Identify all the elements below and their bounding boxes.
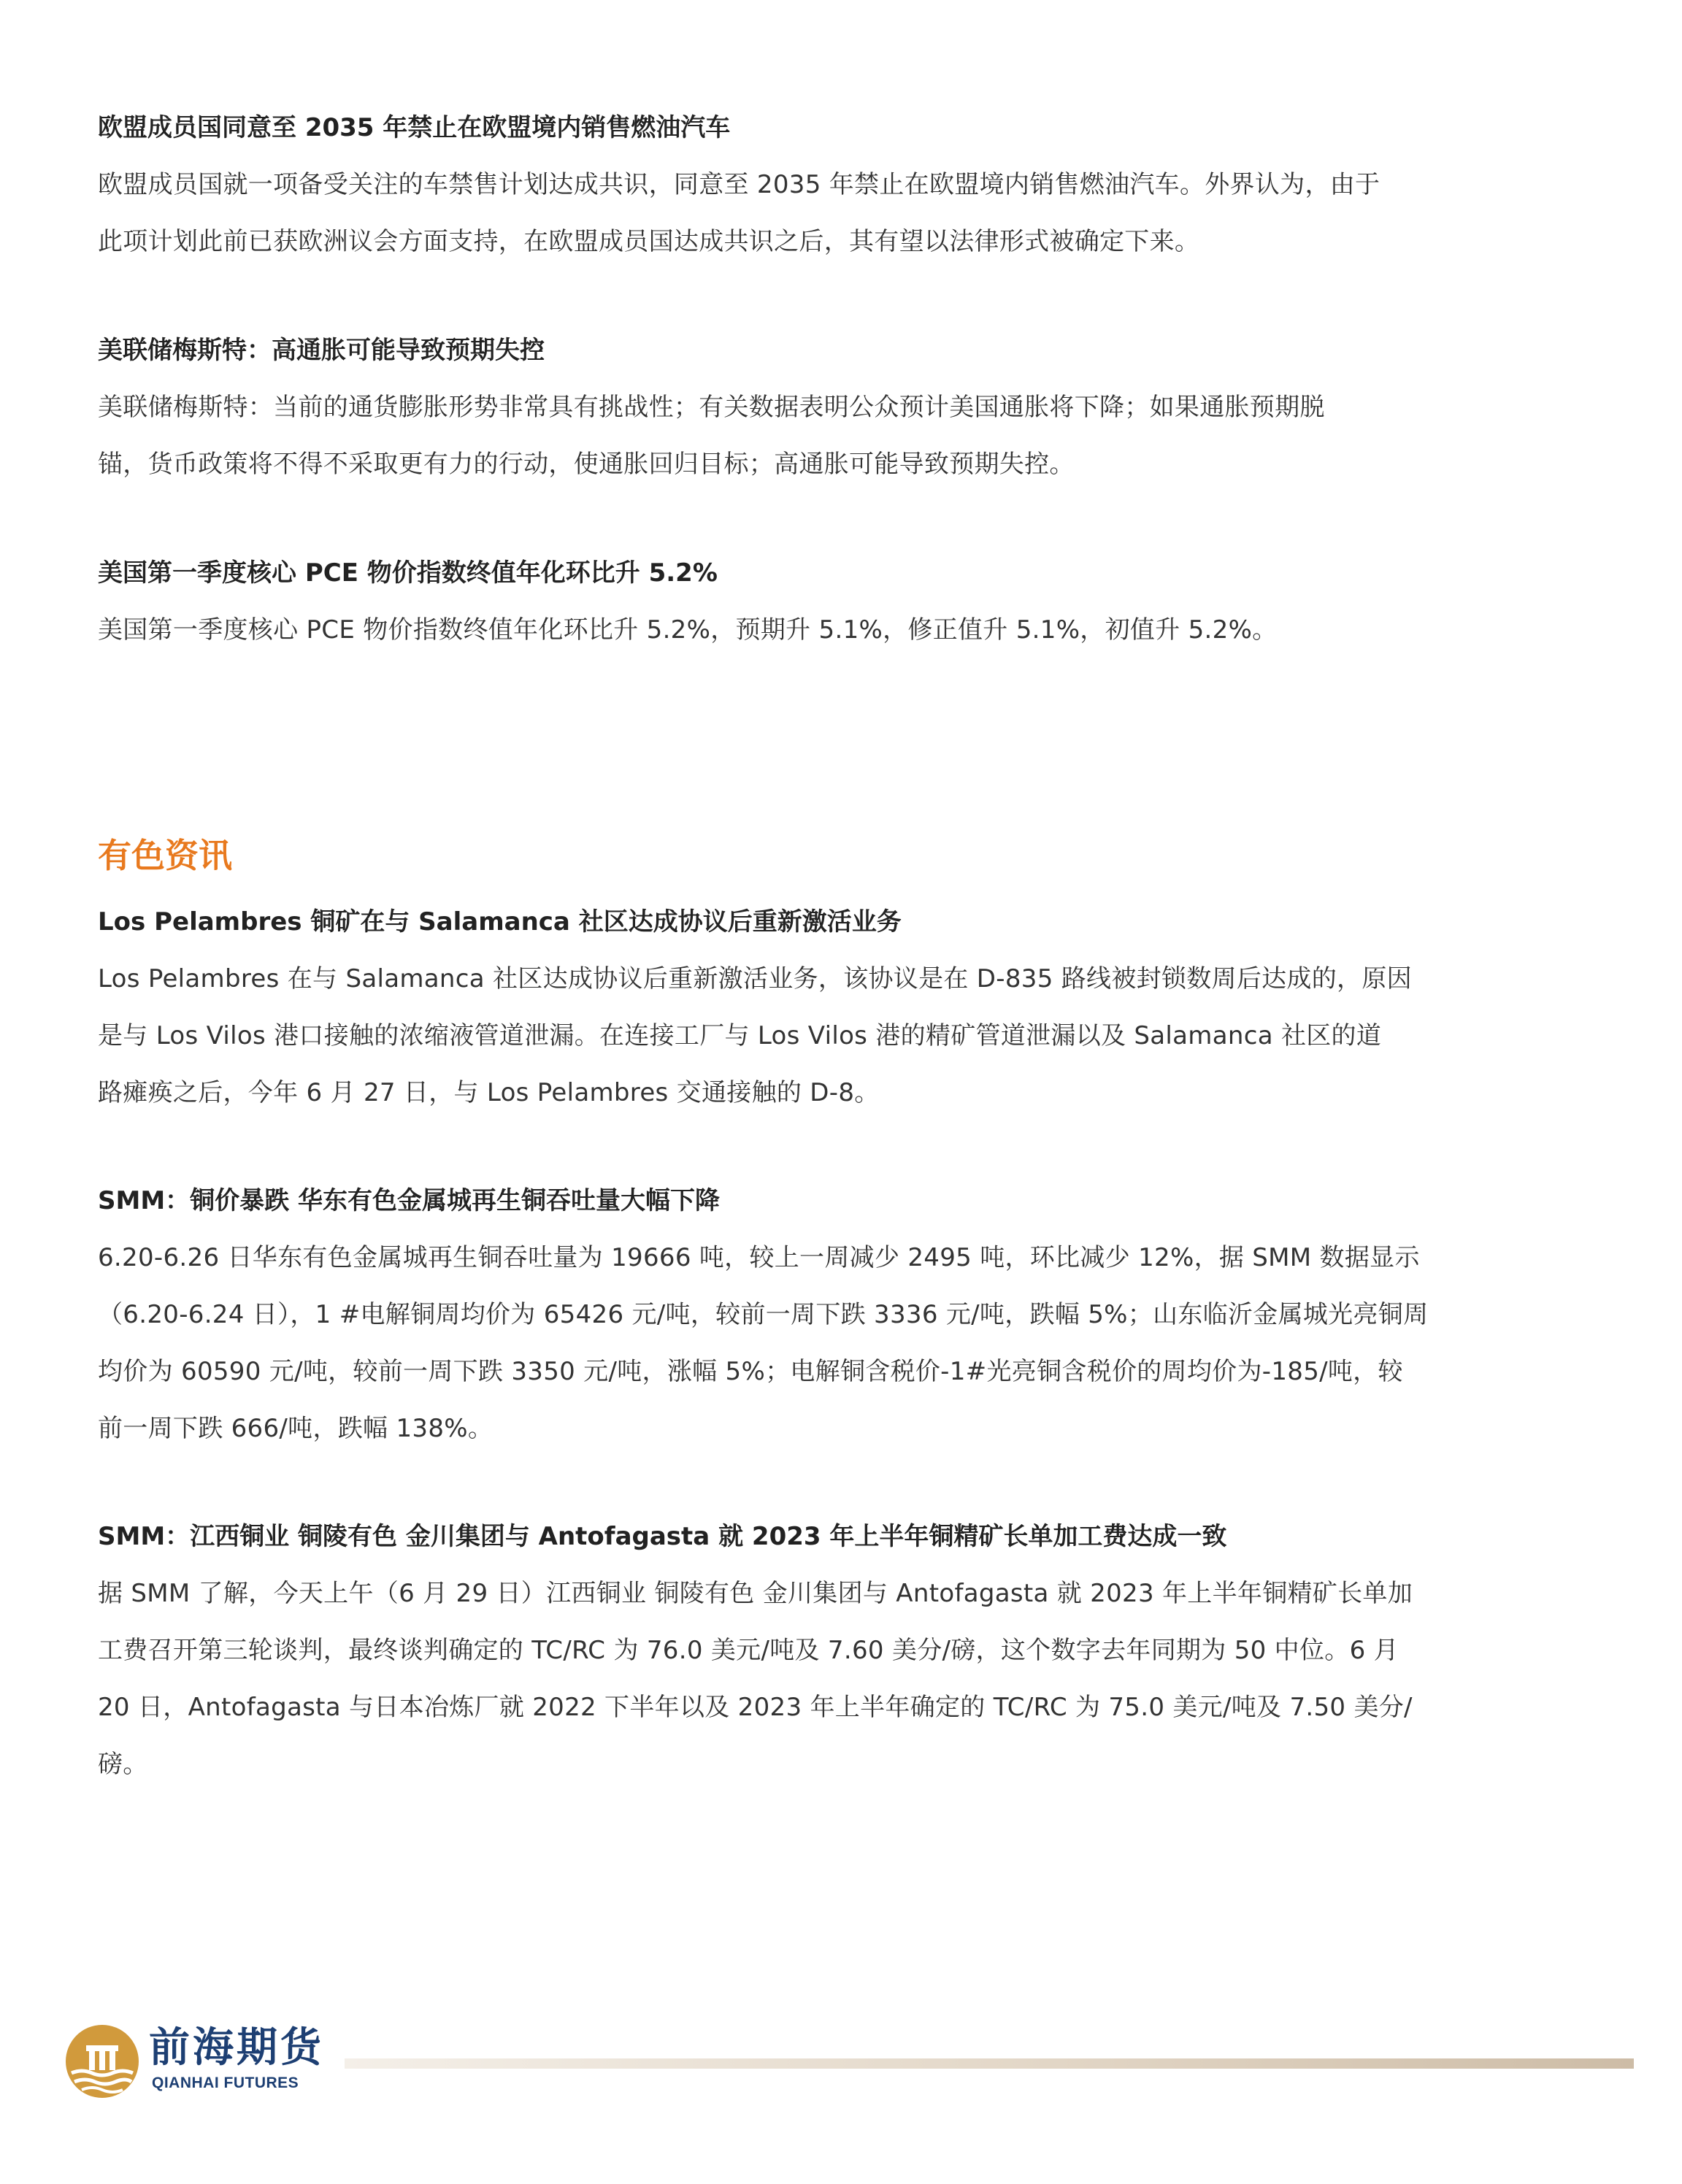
qianhai-logo-icon bbox=[64, 2023, 140, 2099]
body-line: 路瘫痪之后，今年 6 月 27 日，与 Los Pelambres 交通接触的 D-8。 bbox=[98, 1078, 880, 1107]
article-body bbox=[98, 1229, 1558, 1457]
body-line: 6.20-6.26 日华东有色金属城再生铜吞吐量为 19666 吨，较上一周减少 2495 吨，环比减少 12%，据 SMM 数据显示 bbox=[98, 1243, 1420, 1272]
body-line: （6.20-6.24 日），1 #电解铜周均价为 65426 元/吨，较前一周下跌 3336 元/吨，跌幅 5%；山东临沂金属城光亮铜周 bbox=[98, 1300, 1429, 1329]
logo-wordmark-cn: 前海期货 bbox=[149, 2023, 324, 2072]
body-line: 此项计划此前已获欧洲议会方面支持，在欧盟成员国达成共识之后，其有望以法律形式被确定下来。 bbox=[98, 227, 1200, 256]
article-headline: 欧盟成员国同意至 2035 年禁止在欧盟境内销售燃油汽车 bbox=[98, 113, 731, 142]
news-article bbox=[98, 109, 1558, 270]
article-body bbox=[98, 1565, 1558, 1793]
news-article bbox=[98, 332, 1558, 493]
body-line: 美国第一季度核心 PCE 物价指数终值年化环比升 5.2%，预期升 5.1%，修正值升 5.1%，初值升 5.2%。 bbox=[98, 615, 1278, 645]
article-body bbox=[98, 156, 1558, 270]
body-line: 锚，货币政策将不得不采取更有力的行动，使通胀回归目标；高通胀可能导致预期失控。 bbox=[98, 450, 1075, 479]
footer-divider bbox=[345, 2058, 1634, 2069]
body-line: 20 日，Antofagasta 与日本冶炼厂就 2022 下半年以及 2023 年上半年确定的 TC/RC 为 75.0 美元/吨及 7.50 美分/ bbox=[98, 1693, 1413, 1722]
body-line: 前一周下跌 666/吨，跌幅 138%。 bbox=[98, 1414, 494, 1443]
body-line: 美联储梅斯特：当前的通货膨胀形势非常具有挑战性；有关数据表明公众预计美国通胀将下降；如果通胀预期脱 bbox=[98, 393, 1325, 422]
section-title: 有色资讯 bbox=[98, 836, 232, 875]
article-body bbox=[98, 601, 1558, 658]
body-line: 磅。 bbox=[98, 1750, 148, 1779]
news-article bbox=[98, 1518, 1558, 1793]
body-line: 工费召开第三轮谈判，最终谈判确定的 TC/RC 为 76.0 美元/吨及 7.60 美分/磅，这个数字去年同期为 50 中位。6 月 bbox=[98, 1636, 1399, 1665]
page-footer bbox=[64, 2022, 1634, 2102]
article-headline: Los Pelambres 铜矿在与 Salamanca 社区达成协议后重新激活业务 bbox=[98, 907, 902, 937]
article-headline: SMM：铜价暴跌 华东有色金属城再生铜吞吐量大幅下降 bbox=[98, 1186, 720, 1215]
body-line: 据 SMM 了解，今天上午（6 月 29 日）江西铜业 铜陵有色 金川集团与 Antofagasta 就 2023 年上半年铜精矿长单加 bbox=[98, 1579, 1413, 1608]
logo-wordmark-en: QIANHAI FUTURES bbox=[152, 2075, 299, 2091]
news-article bbox=[98, 1183, 1558, 1457]
body-line: 是与 Los Vilos 港口接触的浓缩液管道泄漏。在连接工厂与 Los Vilos 港的精矿管道泄漏以及 Salamanca 社区的道 bbox=[98, 1021, 1382, 1050]
body-line: 均价为 60590 元/吨，较前一周下跌 3350 元/吨，涨幅 5%；电解铜含税价-1#光亮铜含税价的周均价为-185/吨，较 bbox=[98, 1357, 1403, 1386]
article-body bbox=[98, 950, 1558, 1121]
article-headline: 美联储梅斯特：高通胀可能导致预期失控 bbox=[98, 336, 545, 365]
article-headline: 美国第一季度核心 PCE 物价指数终值年化环比升 5.2% bbox=[98, 558, 718, 588]
body-line: Los Pelambres 在与 Salamanca 社区达成协议后重新激活业务，该协议是在 D-835 路线被封锁数周后达成的，原因 bbox=[98, 964, 1412, 993]
news-article bbox=[98, 904, 1558, 1121]
article-headline: SMM：江西铜业 铜陵有色 金川集团与 Antofagasta 就 2023 年上半年铜精矿长单加工费达成一致 bbox=[98, 1522, 1227, 1551]
news-article bbox=[98, 555, 1558, 658]
body-line: 欧盟成员国就一项备受关注的车禁售计划达成共识，同意至 2035 年禁止在欧盟境内销售燃油汽车。外界认为，由于 bbox=[98, 170, 1380, 199]
article-body bbox=[98, 379, 1558, 493]
